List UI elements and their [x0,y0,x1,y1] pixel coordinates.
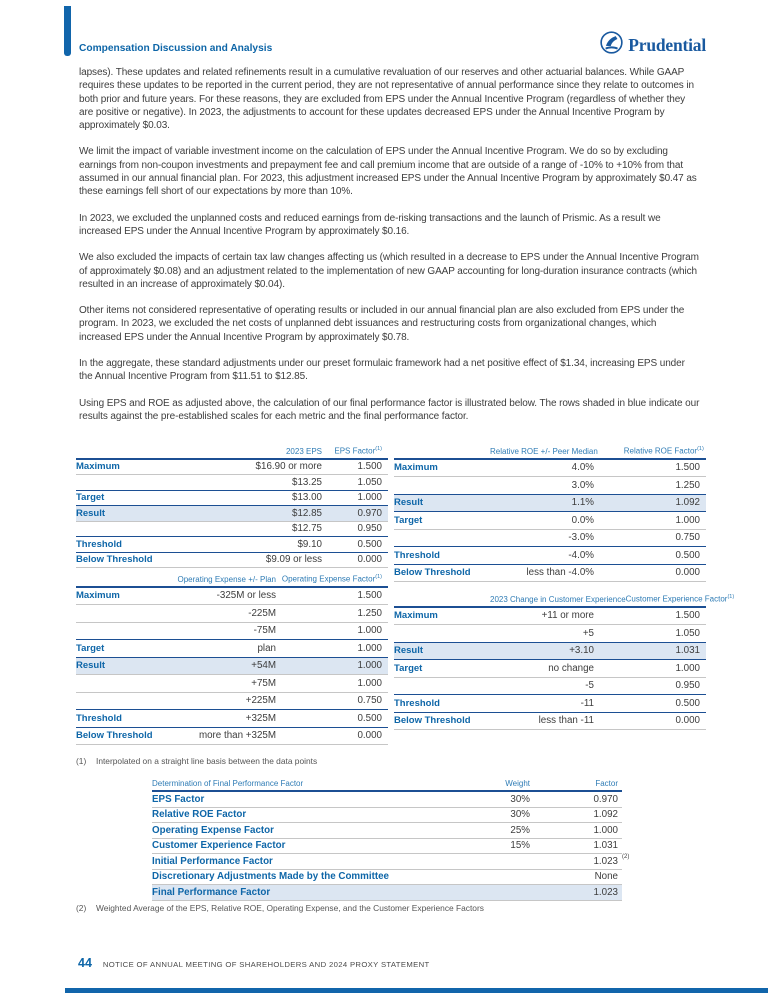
table-row [394,712,706,730]
row-value: more than +325M [198,730,276,742]
row-label: Result [76,507,106,519]
paragraph: We limit the impact of variable investment income on the calculation of EPS under the Annual Incentive Program. We do so by excluding earnings from non-coupon investments and prepayment fee and call premium income that are outside of a range of -10% to +10% from that assumed in our annual financial plan. For 2023, this adjustment increased EPS under the Annual Incentive Program by approximately $0.47 as these earnings fell short of our expectations by more than 10%. [79,146,697,198]
table-row [76,674,388,692]
table-row [152,838,622,854]
final-performance-factor-table [152,779,630,901]
table-row [76,474,388,490]
footer-text: NOTICE OF ANNUAL MEETING OF SHAREHOLDERS AND 2024 PROXY STATEMENT [102,960,430,969]
table-row [76,588,388,605]
prudential-logo [600,31,706,59]
table-row [76,657,388,675]
row-factor: 0.970 [357,507,382,519]
row-factor: 1.500 [357,590,382,602]
row-factor: 0.950 [357,523,382,535]
row-value: $13.25 [292,476,322,488]
row-label: Maximum [76,590,120,602]
paragraph: In 2023, we excluded the unplanned costs and reduced earnings from de-risking transactions and the launch of Prismic. As a result we increased EPS under the Annual Incentive Program by approximately $0.16. [79,212,661,237]
table-row [76,622,388,640]
row-factor: None [594,871,618,882]
row-value: $16.90 or more [255,461,322,473]
row-value: no change [548,662,594,674]
table-row [76,604,388,622]
row-value: +11 or more [541,610,594,622]
value-column-header: Relative ROE +/- Peer Median [490,446,598,456]
table-row [152,869,622,885]
row-label: Threshold [394,549,440,561]
row-factor: 1.000 [357,677,382,689]
row-factor: 0.970 [593,793,618,805]
row-factor: 1.000 [357,625,382,637]
row-value: $13.00 [292,492,322,504]
table-header-row [76,574,388,588]
paragraph: We also excluded the impacts of certain tax law changes affecting us (which resulted in a decrease to EPS under the Annual Incentive Program of approximately $0.08) and an adjustment related to the implementation of new GAAP accounting for long-duration insurance contracts (which resulted in an increase of approximately $0.04). [79,252,699,290]
footer-accent-bar [65,988,768,993]
row-value: +3.10 [569,645,594,657]
row-factor: 0.000 [357,730,382,742]
factor-column-header: EPS Factor$^{(1)}$ [334,446,382,456]
paragraph: lapses). These updates and related refinements result in a cumulative revaluation of our reserves and other actuarial balances. While GAAP requires these updates to be reported in the current period, they are not representative of annual performance since they relate to outcomes in both prior and future years. For these reasons, they are excluded from EPS under the Annual Incentive Program (regardless of whether they are positive or negative). In 2023, the adjustments to account for these updates decreased EPS under the Annual Incentive Program by approximately $0.03. [79,67,694,132]
row-factor: 0.500 [357,538,382,550]
table-header-row [394,594,735,608]
row-factor: 1.023 [593,886,618,898]
row-value: -5 [585,680,594,692]
row-value: less than -11 [538,715,594,727]
table-row [394,608,706,625]
row-label: Final Performance Factor [152,886,271,898]
page-footer [78,956,430,970]
table-row [76,490,388,506]
row-factor: 1.250 [357,607,382,619]
footnote-2 [76,903,484,913]
table-row [76,552,388,568]
row-label: Discretionary Adjustments Made by the Committee [152,871,389,882]
footnote-text: Weighted Average of the EPS, Relative ROE, Operating Expense, and the Customer Experience Factors [96,903,484,913]
row-factor: 1.092 [675,497,700,509]
table-row [394,529,706,547]
row-factor: 1.031 [593,840,618,851]
row-factor: 1.500 [357,461,382,473]
table-row [394,642,706,660]
row-label: Threshold [76,712,122,724]
table-row [394,460,706,477]
table-row [76,536,388,552]
operating-expense-scale-table [76,574,388,745]
row-factor: 1.000 [675,514,700,526]
row-factor: 1.000 [357,492,382,504]
factor-column-header: Customer Experience Factor$^{(1)}$ [625,594,735,604]
row-label: Target [76,642,105,654]
row-weight: 30% [510,793,530,805]
row-factor: 1.092 [593,809,618,820]
row-value: $12.75 [292,523,322,535]
row-value: -4.0% [568,549,594,561]
row-weight: 30% [510,809,530,820]
factor-column-header: Factor [595,779,618,788]
eps-scale-table [76,446,388,568]
row-label: Below Threshold [76,554,153,566]
row-value: less than -4.0% [526,567,594,579]
paragraph: Other items not considered representative of operating results or included in our annual financial plan are also excluded from EPS under the program. In 2023, we excluded the net costs of unplanned debt issuances and restructuring costs from organizational changes, which increased EPS under the Annual Incentive Program by approximately $0.78. [79,305,685,343]
table-row [76,639,388,657]
row-label: Below Threshold [76,730,153,742]
row-label: Threshold [76,538,122,550]
row-label: Result [76,660,106,672]
section-accent-bar [64,6,71,56]
table-row [394,624,706,642]
body-paragraphs [79,66,700,436]
row-factor: 1.250 [675,479,700,491]
table-row [76,692,388,710]
row-value: 4.0% [571,462,594,474]
row-value: -75M [253,625,276,637]
row-label: Maximum [394,610,438,622]
row-label: Below Threshold [394,715,471,727]
row-weight: 25% [510,824,530,836]
row-label: Relative ROE Factor [152,809,247,820]
row-label: Target [76,492,105,504]
value-column-header: Operating Expense +/- Plan [177,574,276,584]
footnote-reference: (2) [622,853,630,860]
table-row [152,884,622,900]
footnote-marker: (1) [76,756,87,766]
row-factor: 1.000 [593,824,618,836]
row-factor: 1.000 [357,642,382,654]
table-header-row [76,446,388,460]
row-value: +325M [245,712,276,724]
row-value: 3.0% [571,479,594,491]
table-row [394,476,706,494]
table-row [152,807,622,823]
section-title: Compensation Discussion and Analysis [79,43,273,54]
paragraph: Using EPS and ROE as adjusted above, the calculation of our final performance factor is illustrated below. The rows shaded in blue indicate our results against the pre-established scales for each metric and the final performance factor. [79,397,700,422]
title-column-header: Determination of Final Performance Factor [152,779,304,788]
row-value: $9.10 [297,538,322,550]
row-factor: 0.500 [357,712,382,724]
row-factor: 0.000 [357,554,382,566]
row-factor: 0.000 [675,715,700,727]
prudential-rock-icon [600,31,623,59]
table-row [394,694,706,712]
row-factor: 1.050 [357,476,382,488]
table-row [76,460,388,475]
row-label: Result [394,497,424,509]
footnote-text: Interpolated on a straight line basis between the data points [96,756,318,766]
row-label: Target [394,514,423,526]
value-column-header: 2023 Change in Customer Experience [490,594,626,604]
row-label: Customer Experience Factor [152,840,286,851]
row-value: +225M [245,695,276,707]
row-label: Initial Performance Factor [152,855,273,867]
table-row [76,505,388,521]
value-column-header: 2023 EPS [285,446,322,456]
row-factor: 1.023 (2) [593,853,630,867]
table-row [152,822,622,838]
table-row [76,521,388,537]
table-row [394,564,706,582]
table-header-row [152,779,622,792]
row-factor: 1.000 [675,662,700,674]
row-factor: 1.500 [675,610,700,622]
table-row [394,546,706,564]
row-value: 1.1% [571,497,594,509]
row-value: 0.0% [571,514,594,526]
table-row [76,709,388,727]
page-number: 44 [78,956,92,970]
table-row [152,792,622,807]
row-factor: 0.000 [675,567,700,579]
table-row [394,494,706,512]
row-label: Target [394,662,423,674]
footnote-marker: (2) [76,903,87,913]
row-value: +75M [251,677,276,689]
weight-column-header: Weight [505,779,530,788]
row-factor: 1.000 [357,660,382,672]
row-label: Result [394,645,424,657]
row-value: +5 [582,627,594,639]
relative-roe-scale-table [394,446,706,582]
row-label: Below Threshold [394,567,471,579]
paragraph: In the aggregate, these standard adjustments under our preset formulaic framework had a net positive effect of $1.34, increasing EPS under the Annual Incentive Program from $11.51 to $12.85. [79,358,685,383]
row-factor: 0.950 [675,680,700,692]
row-value: +54M [251,660,276,672]
factor-column-header: Relative ROE Factor$^{(1)}$ [623,446,704,456]
table-header-row [394,446,706,460]
row-factor: 0.500 [675,549,700,561]
row-value: -11 [580,697,594,709]
row-value: plan [257,642,276,654]
row-label: Operating Expense Factor [152,824,274,836]
row-label: Threshold [394,697,440,709]
row-factor: 0.750 [675,532,700,544]
row-weight: 15% [510,840,530,851]
row-value: $9.09 or less [265,554,322,566]
row-factor: 1.031 [675,645,700,657]
row-label: EPS Factor [152,793,205,805]
row-label: Maximum [394,462,438,474]
row-value: -3.0% [568,532,594,544]
table-row [76,727,388,745]
table-row [152,853,630,869]
factor-column-header: Operating Expense Factor$^{(1)}$ [281,574,382,584]
row-factor: 1.050 [675,627,700,639]
table-row [394,511,706,529]
row-value: $12.85 [292,507,322,519]
customer-experience-scale-table [394,594,735,730]
table-row [394,659,706,677]
row-value: -325M or less [216,590,276,602]
table-row [394,677,706,695]
row-factor: 0.750 [357,695,382,707]
row-factor: 1.500 [675,462,700,474]
row-factor: 0.500 [675,697,700,709]
prudential-logo-text: Prudential [628,34,706,55]
footnote-1 [76,756,317,766]
row-label: Maximum [76,461,120,473]
row-value: -225M [248,607,276,619]
